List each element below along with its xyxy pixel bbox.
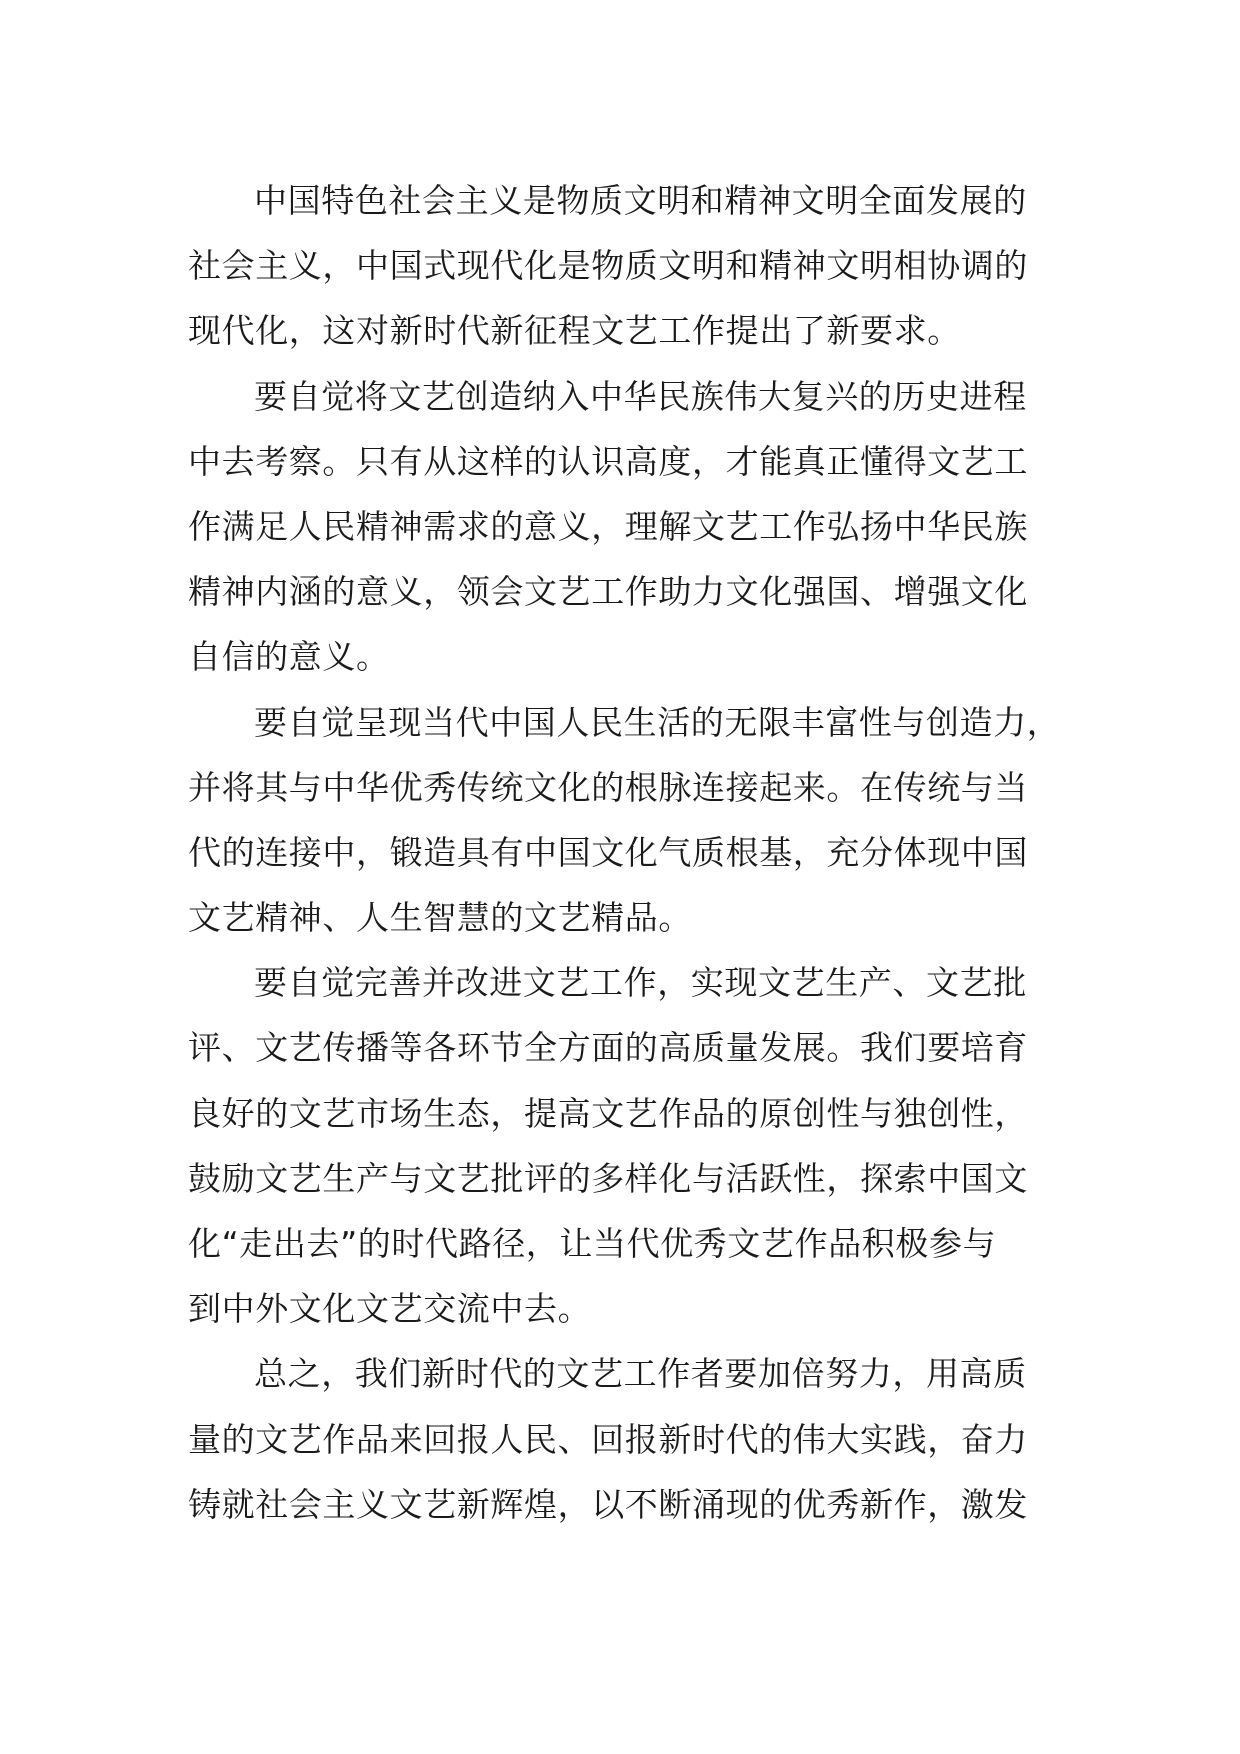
text-line: 鼓励文艺生产与文艺批评的多样化与活跃性，探索中国文 (188, 1158, 1028, 1198)
text-line: 精神内涵的意义，领会文艺工作助力文化强国、增强文化 (188, 572, 1028, 612)
text-line: 自信的意义。 (188, 637, 390, 677)
text-line: 量的文艺作品来回报人民、回报新时代的伟大实践，奋力 (188, 1419, 1028, 1459)
text-line: 铸就社会主义文艺新辉煌，以不断涌现的优秀新作，激发 (188, 1484, 1028, 1524)
paragraph-1 (188, 168, 1050, 364)
text-line: 要自觉呈现当代中国人民生活的无限丰富性与创造力， (254, 702, 1061, 742)
paragraph-5 (188, 1341, 1050, 1537)
paragraph-4 (188, 950, 1050, 1341)
text-line: 作满足人民精神需求的意义，理解文艺工作弘扬中华民族 (188, 506, 1028, 546)
text-line: 良好的文艺市场生态，提高文艺作品的原创性与独创性， (188, 1093, 1028, 1133)
text-line: 并将其与中华优秀传统文化的根脉连接起来。在传统与当 (188, 767, 1028, 807)
text-line: 总之，我们新时代的文艺工作者要加倍努力，用高质 (254, 1354, 1027, 1394)
paragraph-2 (188, 364, 1050, 690)
text-line: 要自觉将文艺创造纳入中华民族伟大复兴的历史进程 (254, 376, 1027, 416)
text-line: 到中外文化文艺交流中去。 (188, 1289, 592, 1329)
text-line: 文艺精神、人生智慧的文艺精品。 (188, 898, 692, 938)
text-line: 代的连接中，锻造具有中国文化气质根基，充分体现中国 (188, 832, 1028, 872)
text-line: 中去考察。只有从这样的认识高度，才能真正懂得文艺工 (188, 441, 1028, 481)
text-line: 要自觉完善并改进文艺工作，实现文艺生产、文艺批 (254, 963, 1027, 1003)
text-line: 评、文艺传播等各环节全方面的高质量发展。我们要培育 (188, 1028, 1028, 1068)
paragraph-3 (188, 690, 1061, 951)
text-line: 现代化，这对新时代新征程文艺工作提出了新要求。 (188, 311, 961, 351)
text-line: 中国特色社会主义是物质文明和精神文明全面发展的 (254, 181, 1027, 220)
text-line: 化“走出去”的时代路径，让当代优秀文艺作品积极参与 (188, 1224, 997, 1263)
text-line: 社会主义，中国式现代化是物质文明和精神文明相协调的 (188, 246, 1028, 286)
document-body (188, 168, 1061, 1537)
